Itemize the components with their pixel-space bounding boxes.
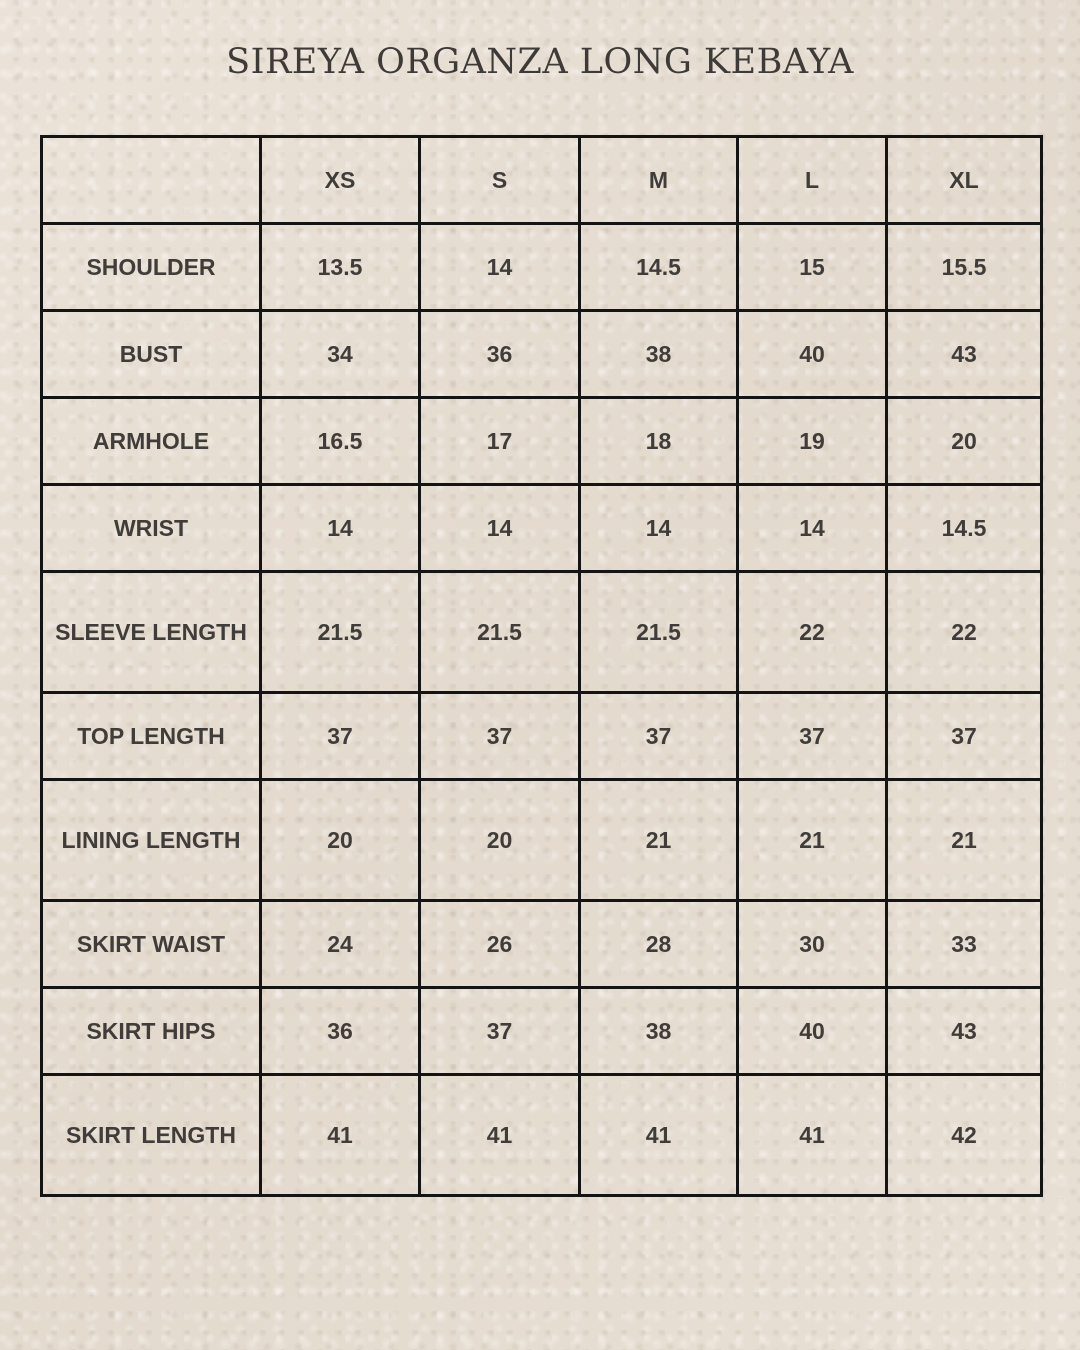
table-body [42,224,1042,1196]
measurement-value: 20 [261,780,420,901]
table-row [42,224,1042,311]
size-header: XS [261,137,420,224]
measurement-value: 36 [420,311,580,398]
measurement-value: 30 [738,901,887,988]
measurement-value: 21 [580,780,738,901]
measurement-value: 37 [738,693,887,780]
measurement-value: 37 [420,988,580,1075]
page-title: SIREYA ORGANZA LONG KEBAYA [226,42,854,82]
measurement-value: 15.5 [887,224,1042,311]
measurement-value: 14.5 [580,224,738,311]
measurement-value: 26 [420,901,580,988]
measurement-value: 21 [738,780,887,901]
measurement-value: 24 [261,901,420,988]
measurement-value: 34 [261,311,420,398]
measurement-value: 22 [887,572,1042,693]
measurement-label: SLEEVE LENGTH [42,572,261,693]
measurement-value: 21.5 [261,572,420,693]
table-row [42,1075,1042,1196]
measurement-value: 17 [420,398,580,485]
measurement-value: 18 [580,398,738,485]
measurement-value: 14 [580,485,738,572]
corner-cell [42,137,261,224]
measurement-value: 38 [580,311,738,398]
measurement-value: 14 [420,485,580,572]
measurement-value: 40 [738,988,887,1075]
measurement-value: 22 [738,572,887,693]
measurement-value: 15 [738,224,887,311]
measurement-value: 41 [261,1075,420,1196]
size-chart-table [40,135,1043,1197]
size-header: L [738,137,887,224]
measurement-value: 41 [738,1075,887,1196]
table-row [42,572,1042,693]
measurement-label: TOP LENGTH [42,693,261,780]
measurement-value: 37 [887,693,1042,780]
table-row [42,780,1042,901]
size-header: S [420,137,580,224]
measurement-value: 28 [580,901,738,988]
table-row [42,311,1042,398]
measurement-value: 21 [887,780,1042,901]
measurement-label: SHOULDER [42,224,261,311]
measurement-value: 37 [261,693,420,780]
measurement-value: 20 [420,780,580,901]
measurement-value: 19 [738,398,887,485]
table-row [42,901,1042,988]
measurement-value: 38 [580,988,738,1075]
header-row [42,137,1042,224]
measurement-label: LINING LENGTH [42,780,261,901]
measurement-value: 41 [420,1075,580,1196]
measurement-label: SKIRT LENGTH [42,1075,261,1196]
measurement-value: 37 [580,693,738,780]
measurement-value: 16.5 [261,398,420,485]
measurement-label: BUST [42,311,261,398]
measurement-value: 42 [887,1075,1042,1196]
measurement-value: 33 [887,901,1042,988]
measurement-value: 43 [887,988,1042,1075]
measurement-value: 37 [420,693,580,780]
measurement-value: 14 [261,485,420,572]
measurement-value: 40 [738,311,887,398]
measurement-value: 21.5 [580,572,738,693]
measurement-value: 43 [887,311,1042,398]
table-row [42,988,1042,1075]
size-header: XL [887,137,1042,224]
size-header: M [580,137,738,224]
measurement-value: 13.5 [261,224,420,311]
measurement-label: SKIRT WAIST [42,901,261,988]
measurement-value: 14.5 [887,485,1042,572]
table-row [42,693,1042,780]
table-row [42,485,1042,572]
table-row [42,398,1042,485]
measurement-label: WRIST [42,485,261,572]
measurement-label: ARMHOLE [42,398,261,485]
measurement-value: 20 [887,398,1042,485]
measurement-value: 21.5 [420,572,580,693]
measurement-value: 41 [580,1075,738,1196]
measurement-value: 14 [420,224,580,311]
measurement-value: 14 [738,485,887,572]
measurement-value: 36 [261,988,420,1075]
measurement-label: SKIRT HIPS [42,988,261,1075]
